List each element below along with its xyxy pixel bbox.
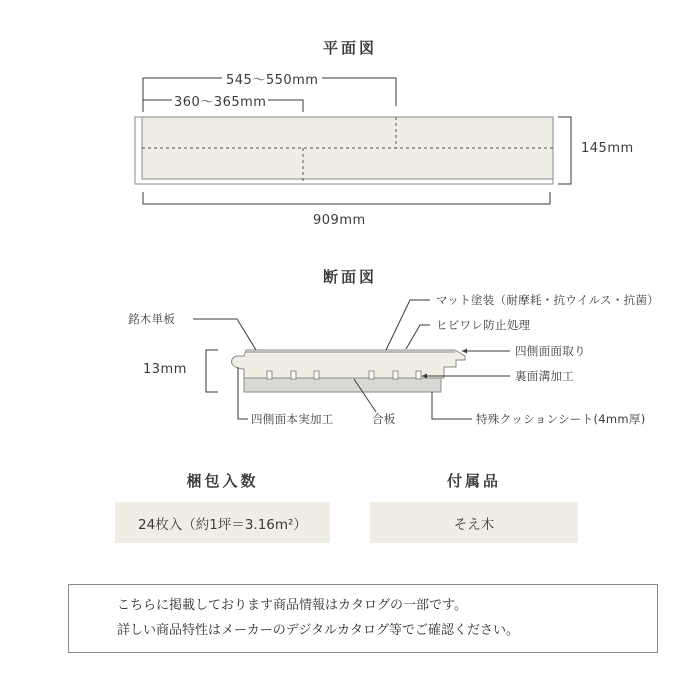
leader-cushion bbox=[432, 392, 472, 419]
dim-line-height bbox=[558, 117, 571, 184]
dim-label-height: 145mm bbox=[581, 141, 634, 156]
package-value-box: 24枚入（約1坪＝3.16m²） bbox=[115, 502, 330, 543]
accessory-value-box: そえ木 bbox=[370, 502, 578, 543]
package-title: 梱包入数 bbox=[186, 472, 259, 490]
note-line-2: 詳しい商品特性はメーカーのデジタルカタログ等でご確認ください。 bbox=[117, 623, 519, 638]
dim-label-long: 545〜550mm bbox=[222, 69, 322, 88]
note-line-1: こちらに掲載しております商品情報はカタログの一部です。 bbox=[117, 598, 467, 613]
label-veneer: 銘木単板 bbox=[128, 312, 176, 326]
dim-line-width bbox=[143, 192, 550, 204]
arrow-chamfer bbox=[462, 349, 467, 354]
accessory-title: 付属品 bbox=[446, 472, 501, 490]
dim-label-width: 909mm bbox=[313, 213, 366, 228]
label-tongue: 四側面本実加工 bbox=[251, 412, 334, 426]
label-coating: マット塗装（耐摩耗・抗ウイルス・抗菌） bbox=[436, 293, 660, 307]
leader-veneer bbox=[193, 319, 256, 350]
dim-label-short: 360〜365mm bbox=[172, 91, 268, 110]
label-cushion: 特殊クッションシート(4mm厚) bbox=[476, 412, 646, 426]
section-title: 断面図 bbox=[322, 268, 377, 286]
dim-label-thickness: 13mm bbox=[143, 362, 187, 377]
catalog-note bbox=[68, 584, 658, 653]
plan-title: 平面図 bbox=[322, 39, 377, 57]
label-back-groove: 裏面溝加工 bbox=[515, 369, 574, 383]
section-cushion bbox=[244, 378, 441, 392]
label-anticrack: ヒビワレ防止処理 bbox=[436, 318, 531, 332]
dim-line-thickness bbox=[206, 350, 218, 392]
label-plywood: 合板 bbox=[372, 412, 396, 426]
label-chamfer: 四側面面取り bbox=[515, 344, 586, 358]
leader-anticrack bbox=[406, 325, 430, 349]
